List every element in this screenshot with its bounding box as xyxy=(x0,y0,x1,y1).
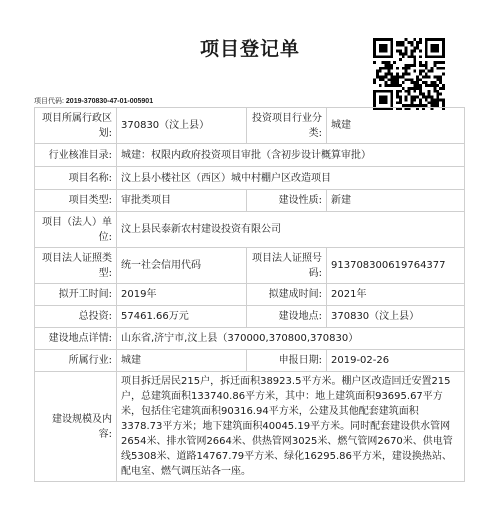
table-row xyxy=(35,108,465,144)
sector-label: 所属行业: xyxy=(35,350,117,372)
scope-label: 建设规模及内容: xyxy=(35,372,117,482)
total-investment-label: 总投资: xyxy=(35,306,117,328)
start-time-label: 拟开工时间: xyxy=(35,284,117,306)
qr-code-icon xyxy=(373,38,445,110)
cert-number-value: 913708300619764377 xyxy=(327,248,465,284)
project-name-label: 项目名称: xyxy=(35,167,117,190)
table-row xyxy=(35,306,465,328)
table-row xyxy=(35,248,465,284)
cert-type-label: 项目法人证照类型: xyxy=(35,248,117,284)
project-name-value: 汶上县小楼社区（西区）城中村棚户区改造项目 xyxy=(117,167,465,190)
project-code-label: 项目代码: xyxy=(34,98,64,105)
legal-entity-label: 项目（法人）单位: xyxy=(35,212,117,248)
project-type-value: 审批类项目 xyxy=(117,190,247,212)
scope-value: 项目拆迁居民215户，拆迁面积38923.5平方米。棚户区改造回迁安置215户，总建筑面积133740.86平方米，其中：地上建筑面积93695.67平方米，包括住宅建筑面积90316.94平方米，公建及其他配套建筑面积3378.73平方米；地下建筑面积40045.19平方米。同时配套建设供水管网2654米、排水管网2664米、供热管网3025米、燃气管网2670米、供电管线5308米、道路14767.79平方米、绿化16295.86平方米，建设换热站、配电室、燃气调压站各一座。 xyxy=(117,372,465,482)
site-detail-label: 建设地点详情: xyxy=(35,328,117,350)
sector-value: 城建 xyxy=(117,350,247,372)
industry-label: 投资项目行业分类: xyxy=(247,108,327,144)
declare-date-value: 2019-02-26 xyxy=(327,350,465,372)
project-code xyxy=(34,96,153,106)
build-site-value: 370830（汶上县） xyxy=(327,306,465,328)
table-row xyxy=(35,284,465,306)
start-time-value: 2019年 xyxy=(117,284,247,306)
end-time-label: 拟建成时间: xyxy=(247,284,327,306)
table-row xyxy=(35,190,465,212)
registration-table xyxy=(34,107,465,482)
table-row xyxy=(35,212,465,248)
table-row xyxy=(35,144,465,167)
build-site-label: 建设地点: xyxy=(247,306,327,328)
legal-entity-value: 汶上县民泰新农村建设投资有限公司 xyxy=(117,212,465,248)
page-title: 项目登记单 xyxy=(199,38,300,60)
project-type-label: 项目类型: xyxy=(35,190,117,212)
catalog-label: 行业核准目录: xyxy=(35,144,117,167)
table-row xyxy=(35,328,465,350)
table-row xyxy=(35,350,465,372)
build-nature-value: 新建 xyxy=(327,190,465,212)
site-detail-value: 山东省,济宁市,汶上县（370000,370800,370830） xyxy=(117,328,465,350)
declare-date-label: 申报日期: xyxy=(247,350,327,372)
region-label: 项目所属行政区划: xyxy=(35,108,117,144)
cert-number-label: 项目法人证照号码: xyxy=(247,248,327,284)
build-nature-label: 建设性质: xyxy=(247,190,327,212)
end-time-value: 2021年 xyxy=(327,284,465,306)
project-code-value: 2019-370830-47-01-005901 xyxy=(65,98,154,105)
total-investment-value: 57461.66万元 xyxy=(117,306,247,328)
table-row xyxy=(35,167,465,190)
industry-value: 城建 xyxy=(327,108,465,144)
catalog-value: 城建：权限内政府投资项目审批（含初步设计概算审批） xyxy=(117,144,465,167)
cert-type-value: 统一社会信用代码 xyxy=(117,248,247,284)
table-row xyxy=(35,372,465,482)
region-value: 370830（汶上县） xyxy=(117,108,247,144)
